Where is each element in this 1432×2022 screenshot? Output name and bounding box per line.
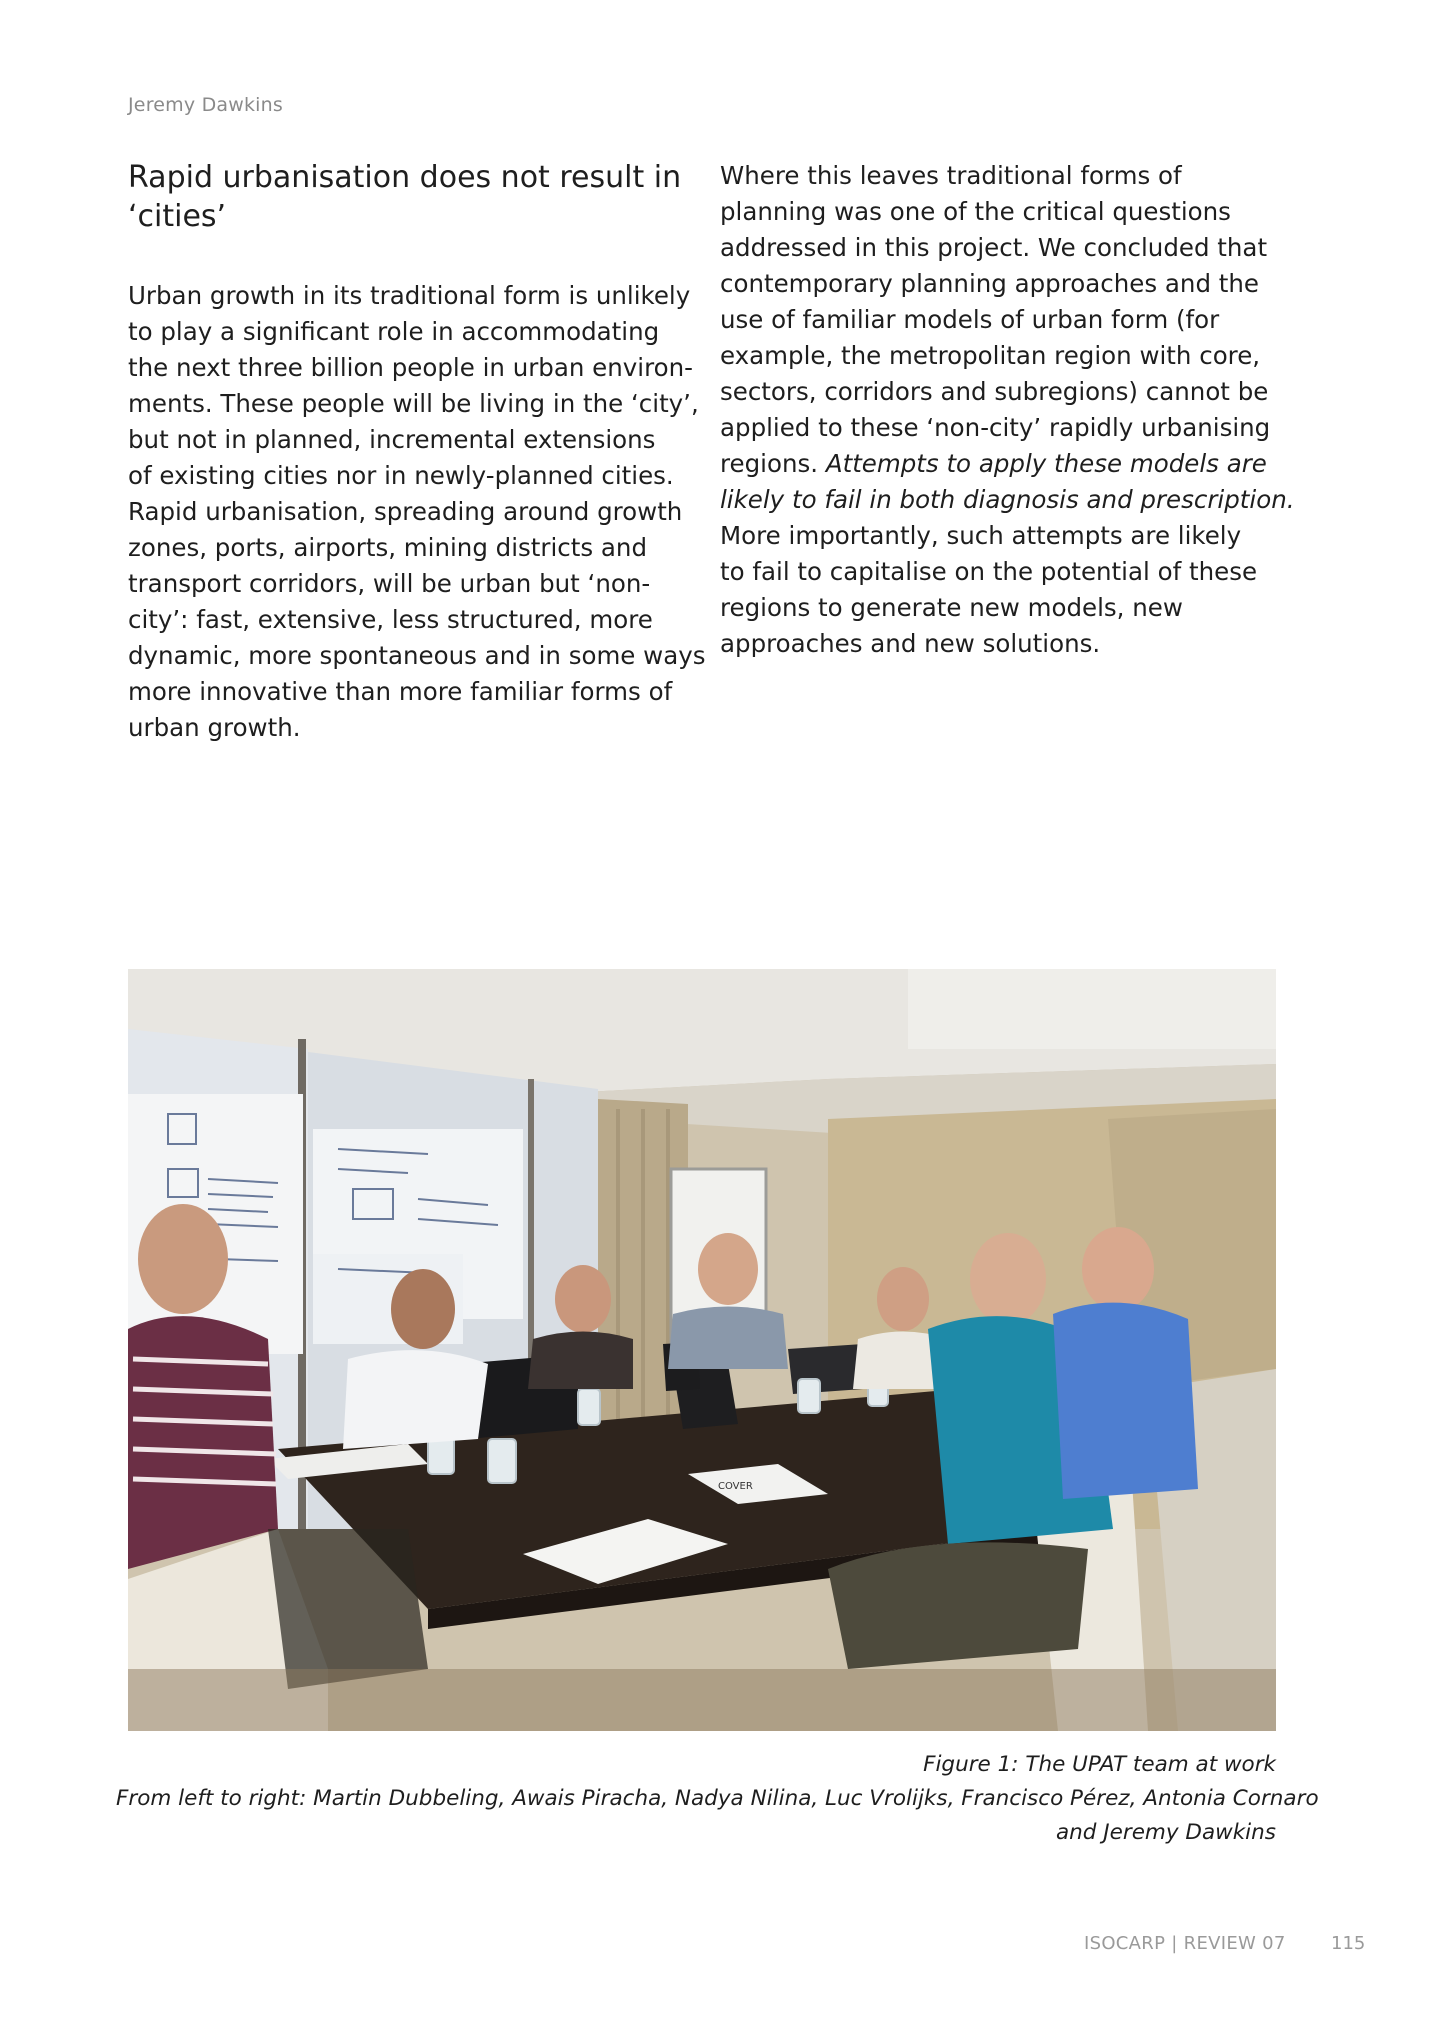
- figure-caption: [116, 1748, 1319, 1850]
- text-line: but not in planned, incremental extensions: [128, 425, 656, 454]
- text-line: use of familiar models of urban form (for: [720, 305, 1220, 334]
- right-paragraph: [720, 158, 1295, 662]
- text-line: example, the metropolitan region with core,: [720, 341, 1261, 370]
- italic-fragment: Attempts to apply these models are: [825, 449, 1267, 478]
- text-line: to fail to capitalise on the potential of these: [720, 557, 1258, 586]
- text-line: urban growth.: [128, 713, 301, 742]
- text-line: Urban growth in its traditional form is unlikely: [128, 281, 691, 310]
- right-column: [720, 158, 1295, 662]
- text-line: zones, ports, airports, mining districts and: [128, 533, 648, 562]
- text-line: the next three billion people in urban environ-: [128, 353, 693, 382]
- text-line: regions to generate new models, new: [720, 593, 1183, 622]
- regular-fragment: regions.: [720, 449, 826, 478]
- text-line: to play a significant role in accommodating: [128, 317, 660, 346]
- text-line: dynamic, more spontaneous and in some ways: [128, 641, 706, 670]
- caption-names-continued: and Jeremy Dawkins: [1056, 1820, 1276, 1845]
- section-heading: [128, 158, 688, 236]
- heading-line: ‘cities’: [128, 199, 227, 234]
- text-line: Where this leaves traditional forms of: [720, 161, 1182, 190]
- text-line: of existing cities nor in newly-planned cities.: [128, 461, 674, 490]
- text-line: approaches and new solutions.: [720, 629, 1101, 658]
- text-line: contemporary planning approaches and the: [720, 269, 1259, 298]
- italic-fragment: likely to fail in both diagnosis and prescription.: [720, 485, 1295, 514]
- text-line-mixed: [720, 446, 1280, 482]
- caption-title: Figure 1: The UPAT team at work: [923, 1752, 1276, 1777]
- photo-illustration: [128, 969, 1276, 1731]
- left-column: [128, 158, 706, 746]
- text-line: transport corridors, will be urban but ‘non-: [128, 569, 651, 598]
- text-line: Rapid urbanisation, spreading around growth: [128, 497, 683, 526]
- table-card-label: COVER: [718, 1481, 753, 1492]
- heading-line: Rapid urbanisation does not result in: [128, 160, 682, 195]
- text-line: city’: fast, extensive, less structured, more: [128, 605, 653, 634]
- footer-journal-title: ISOCARP | REVIEW 07: [1084, 1933, 1286, 1954]
- text-line: addressed in this project. We concluded that: [720, 233, 1268, 262]
- text-line: sectors, corridors and subregions) cannot be: [720, 377, 1269, 406]
- text-line: more innovative than more familiar forms of: [128, 677, 673, 706]
- text-line-italic: [720, 482, 1295, 518]
- left-paragraph: [128, 278, 706, 746]
- text-line: More importantly, such attempts are likely: [720, 521, 1242, 550]
- figure-photo: [128, 969, 1276, 1731]
- page-number: 115: [1331, 1933, 1366, 1954]
- text-line: ments. These people will be living in the ‘city’,: [128, 389, 699, 418]
- text-line: applied to these ‘non-city’ rapidly urbanising: [720, 413, 1271, 442]
- caption-names: From left to right: Martin Dubbeling, Awais Piracha, Nadya Nilina, Luc Vrolijks, Francisco Pérez, Antonia Cornaro: [116, 1786, 1319, 1811]
- running-head-author: Jeremy Dawkins: [128, 94, 284, 116]
- text-line: planning was one of the critical questions: [720, 197, 1231, 226]
